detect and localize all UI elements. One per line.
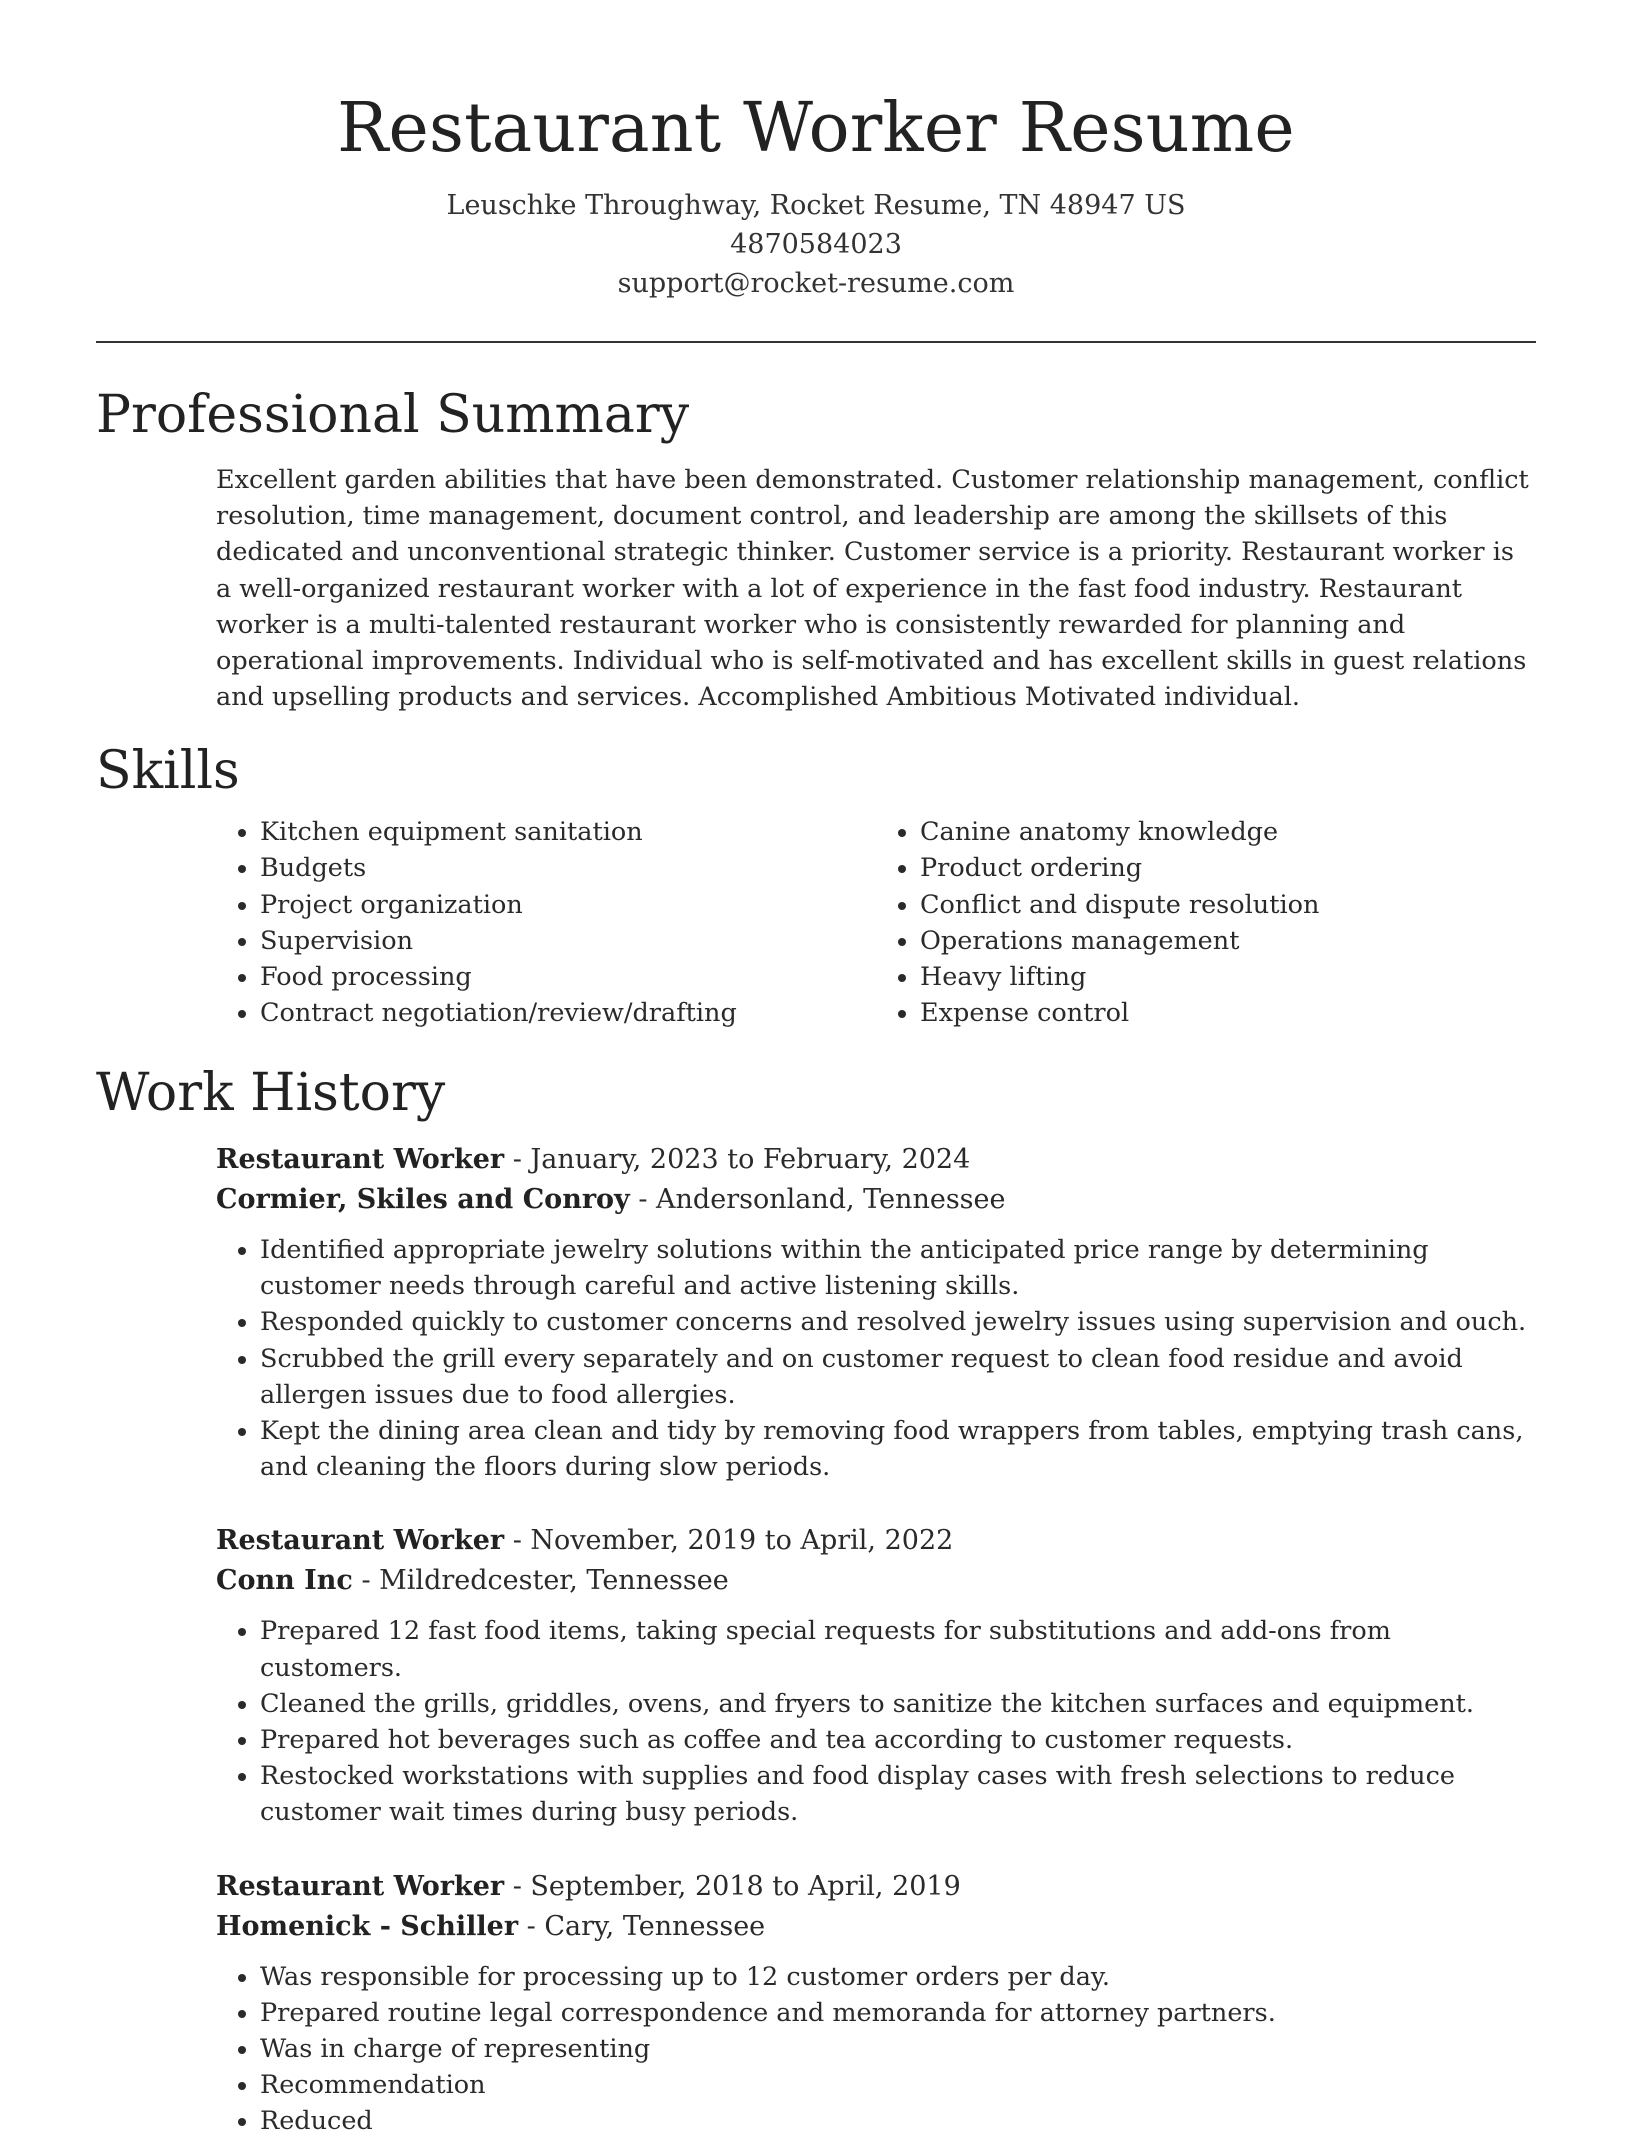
job-title: Restaurant Worker xyxy=(216,1525,505,1557)
job-title: Restaurant Worker xyxy=(216,1144,505,1175)
skill-item: • Supervision xyxy=(260,923,876,959)
summary-body xyxy=(216,462,1536,715)
job-company-line xyxy=(216,1561,1536,1601)
job-company-line xyxy=(216,1907,1536,1947)
job-dates: - January, 2023 to February, 2024 xyxy=(504,1144,971,1175)
job-bullet: • Was responsible for processing up to 12 customer orders per day. xyxy=(260,1959,1536,1995)
skill-item: • Operations management xyxy=(920,923,1536,959)
job-bullet: • Responded quickly to customer concerns and resolved jewelry issues using supervision and ouch. xyxy=(260,1304,1536,1340)
contact-address: Leuschke Throughway, Rocket Resume, TN 48947 US xyxy=(446,190,1186,221)
job-bullet: • Prepared routine legal correspondence and memoranda for attorney partners. xyxy=(260,1995,1536,2031)
job-bullet: • Scrubbed the grill every separately and on customer request to clean food residue and avoid allergen issues due to food allergies. xyxy=(260,1341,1536,1413)
skills-list-left xyxy=(216,814,876,1032)
job-location: - Andersonland, Tennessee xyxy=(629,1184,1006,1215)
job-bullet: • Kept the dining area clean and tidy by removing food wrappers from tables, emptying trash cans, and cleaning the floors during slow periods. xyxy=(260,1413,1536,1485)
job-bullet: • Recommendation xyxy=(260,2067,1536,2103)
job-title: Restaurant Worker xyxy=(216,1870,505,1902)
contact-phone: 4870584023 xyxy=(730,229,902,260)
skills-heading: Skills xyxy=(96,741,240,801)
summary-section xyxy=(96,382,1536,715)
job-bullet: • Prepared 12 fast food items, taking special requests for substitutions and add-ons from customers. xyxy=(260,1613,1536,1685)
job-location: - Cary, Tennessee xyxy=(518,1910,766,1942)
job-bullet: • Prepared hot beverages such as coffee and tea according to customer requests. xyxy=(260,1722,1536,1758)
contact-email: support@rocket-resume.com xyxy=(617,268,1015,299)
job-bullet: • Restocked workstations with supplies and food display cases with fresh selections to reduce customer wait times during busy periods. xyxy=(260,1758,1536,1830)
job-bullets xyxy=(216,1959,1536,2140)
job-company-line xyxy=(216,1180,1536,1220)
job-bullet: • Cleaned the grills, griddles, ovens, and fryers to sanitize the kitchen surfaces and equipment. xyxy=(260,1686,1536,1722)
job-dates: - September, 2018 to April, 2019 xyxy=(504,1870,961,1902)
skill-item: • Contract negotiation/review/drafting xyxy=(260,995,876,1031)
job-bullets xyxy=(216,1232,1536,1485)
skill-item: • Canine anatomy knowledge xyxy=(920,814,1536,850)
skills-columns xyxy=(216,814,1536,1032)
summary-heading: Professional Summary xyxy=(96,385,690,445)
skill-item: • Kitchen equipment sanitation xyxy=(260,814,876,850)
skill-item: • Conflict and dispute resolution xyxy=(920,887,1536,923)
job-dates: - November, 2019 to April, 2022 xyxy=(504,1525,954,1557)
work-section xyxy=(96,1060,1536,2140)
job-entry xyxy=(216,1140,1536,1485)
job-company: Conn Inc xyxy=(216,1565,353,1597)
skill-item: • Food processing xyxy=(260,959,876,995)
job-spacer xyxy=(96,1831,1536,1867)
job-title-line xyxy=(216,1867,1536,1907)
job-bullets xyxy=(216,1613,1536,1830)
job-bullet: • Identified appropriate jewelry solutions within the anticipated price range by determining customer needs through careful and active listening skills. xyxy=(260,1232,1536,1304)
header-divider xyxy=(96,341,1536,343)
skill-item: • Product ordering xyxy=(920,850,1536,886)
job-location: - Mildredcester, Tennessee xyxy=(352,1565,729,1597)
job-entry xyxy=(216,1867,1536,2140)
work-heading: Work History xyxy=(96,1063,446,1123)
job-title-line xyxy=(216,1140,1536,1180)
skill-item: • Budgets xyxy=(260,850,876,886)
job-company: Homenick - Schiller xyxy=(216,1910,519,1942)
job-spacer xyxy=(96,1485,1536,1521)
job-title-line xyxy=(216,1521,1536,1561)
job-company: Cormier, Skiles and Conroy xyxy=(216,1184,630,1215)
skill-item: • Project organization xyxy=(260,887,876,923)
job-bullet: • Reduced xyxy=(260,2103,1536,2139)
job-bullet: • Was in charge of representing xyxy=(260,2031,1536,2067)
skills-section xyxy=(96,738,1536,1032)
skills-list-right xyxy=(876,814,1536,1032)
resume-header xyxy=(0,0,1632,303)
skill-item: • Expense control xyxy=(920,995,1536,1031)
job-entry xyxy=(216,1521,1536,1830)
skill-item: • Heavy lifting xyxy=(920,959,1536,995)
contact-block xyxy=(0,186,1632,303)
resume-title: Restaurant Worker Resume xyxy=(337,89,1295,168)
summary-text: Excellent garden abilities that have been demonstrated. Customer relationship management, conflict resolution, time management, document control, and leadership are among the skillsets of this dedicated and unconventional strategic thinker. Customer service is a priority. Restaurant worker is a well-organized restaurant worker with a lot of experience in the fast food industry. Restaurant worker is a multi-talented restaurant worker who is consistently rewarded for planning and operational improvements. Individual who is self-motivated and has excellent skills in guest relations and upselling products and services. Accomplished Ambitious Motivated individual. xyxy=(216,465,1529,713)
